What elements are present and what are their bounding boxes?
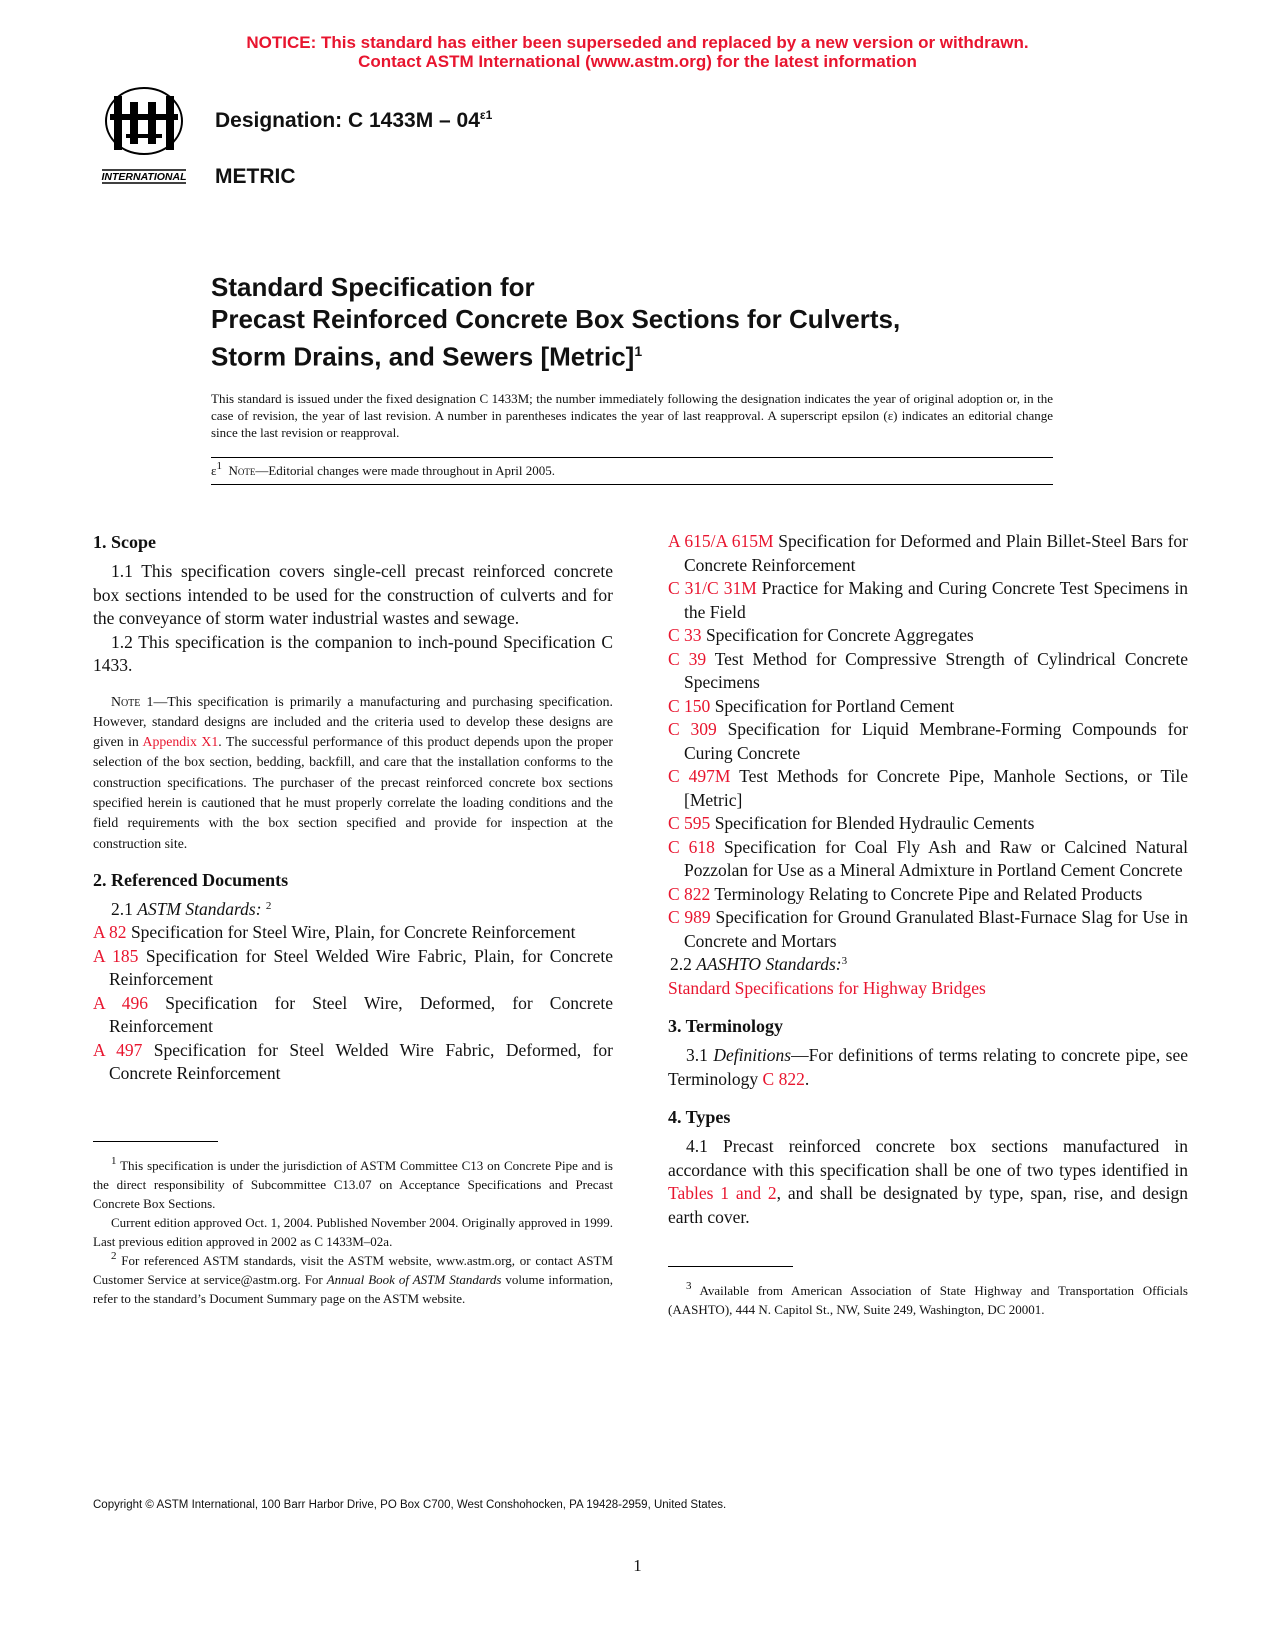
reference-item: C 822 Terminology Relating to Concrete Pipe and Related Products: [668, 883, 1143, 904]
reference-item: A 496 Specification for Steel Wire, Deformed, for Concrete Reinforcement: [93, 992, 613, 1037]
aashto-link[interactable]: Standard Specifications for Highway Bridges: [668, 977, 986, 998]
notice-banner: [0, 33, 1275, 71]
reference-item: A 497 Specification for Steel Welded Wire Fabric, Deformed, for Concrete Reinforcement: [93, 1039, 613, 1084]
divider: [211, 457, 1053, 458]
reference-link[interactable]: C 33: [668, 625, 702, 645]
reference-link[interactable]: C 822: [668, 883, 711, 904]
reference-link[interactable]: A 497: [93, 1039, 143, 1060]
footnotes-right: [668, 1266, 1188, 1319]
reference-link[interactable]: C 31/C 31M: [668, 578, 757, 598]
document-title: [211, 271, 1171, 373]
metric-label: METRIC: [215, 165, 296, 188]
designation: [215, 108, 492, 133]
reference-link[interactable]: A 615/A 615M: [668, 531, 774, 551]
footnote-3: $^3$ Available from American Association of State Highway and Transportation Officials (AASHTO), 444 N. Capitol St., NW, Suite 249, Washington, DC 20001.: [668, 1280, 1188, 1317]
note-1: Note 1—This specification is primarily a manufacturing and purchasing specification. However, standard designs are included and the criteria used to develop these designs are given in Appendix X1. The successful performance of this product depends upon the proper selection of the box section, bedding, backfill, and care that the installation conforms to the construction specifications. The purchaser of the precast reinforced concrete box sections specified herein is cautioned that he must properly correlate the loading conditions and the field requirements with the box section specified and provide for inspection at the construction site.: [93, 693, 613, 851]
footnote-1: $^1$ This specification is under the jurisdiction of ASTM Committee C13 on Concrete Pipe and is the direct responsibility of Subcommittee C13.07 on Acceptance Specifications and Precast Concrete Box Sections.: [93, 1155, 613, 1211]
reference-link[interactable]: C 595: [668, 813, 711, 833]
reference-link[interactable]: C 309: [668, 719, 717, 739]
footnote-1-approval: Current edition approved Oct. 1, 2004. Published November 2004. Originally approved in 1999. Last previous edition approved in 2002 as C 1433M–02a.: [93, 1215, 613, 1249]
reference-item: A 615/A 615M Specification for Deformed and Plain Billet-Steel Bars for Concrete Reinforcement: [668, 531, 1188, 575]
section-heading-scope: 1. Scope: [93, 532, 156, 552]
reference-item: C 497M Test Methods for Concrete Pipe, Manhole Sections, or Tile [Metric]: [668, 766, 1189, 810]
reference-link[interactable]: C 39: [668, 648, 707, 669]
footnotes-left: [93, 1141, 613, 1308]
footnote-2: $^2$ For referenced ASTM standards, visit the ASTM website, www.astm.org, or contact ASTM Customer Service at service@astm.org. For Annual Book of ASTM Standards volume information, refer to the standard’s Document Summary page on the ASTM website.: [93, 1250, 614, 1306]
reference-link[interactable]: C 989: [668, 907, 711, 927]
notice-line-2: Contact ASTM International (www.astm.org) for the latest information: [358, 52, 917, 71]
reference-link[interactable]: C 618: [668, 836, 715, 857]
notice-line-1: NOTICE: This standard has either been superseded and replaced by a new version or withdrawn.: [246, 33, 1029, 52]
astm-logo: [92, 84, 196, 186]
reference-item: C 39 Test Method for Compressive Strength of Cylindrical Concrete Specimens: [668, 648, 1188, 692]
designation-sup: ε1: [479, 108, 493, 122]
title-line-1: Standard Specification for: [211, 272, 535, 302]
reference-link[interactable]: A 496: [93, 992, 149, 1013]
page-number: 1: [633, 1556, 642, 1575]
reference-item: C 33 Specification for Concrete Aggregates: [668, 625, 974, 645]
astm-logo-icon: [92, 84, 196, 186]
aashto-standards-subheading: 2.2 AASHTO Standards:$^3$: [670, 954, 848, 974]
copyright: Copyright © ASTM International, 100 Barr Harbor Drive, PO Box C700, West Conshohocken, PA 19428-2959, United States.: [93, 1499, 727, 1511]
editorial-note: $\varepsilon^1$ Note—Editorial changes were made throughout in April 2005.: [211, 460, 556, 478]
tables-link[interactable]: Tables 1 and 2: [668, 1183, 777, 1203]
reference-item: A 185 Specification for Steel Welded Wire Fabric, Plain, for Concrete Reinforcement: [93, 945, 613, 990]
appendix-x1-link[interactable]: Appendix X1: [142, 734, 219, 750]
title-line-2: Precast Reinforced Concrete Box Sections for Culverts,: [211, 304, 901, 334]
reference-item: C 989 Specification for Ground Granulated Blast-Furnace Slag for Use in Concrete and Mortars: [668, 907, 1188, 951]
reference-item: C 618 Specification for Coal Fly Ash and Raw or Calcined Natural Pozzolan for Use as a Mineral Admixture in Portland Cement Concrete: [668, 836, 1188, 880]
paragraph-1-2: 1.2 This specification is the companion to inch-pound Specification C 1433.: [93, 631, 613, 675]
section-heading-refdocs: 2. Referenced Documents: [93, 869, 289, 890]
title-sup: 1: [634, 343, 643, 359]
title-line-3: Storm Drains, and Sewers [Metric]$^1$: [211, 341, 643, 372]
section-heading-terminology: 3. Terminology: [668, 1016, 784, 1036]
paragraph-1-1: 1.1 This specification covers single-cell precast reinforced concrete box sections intended to be used for the construction of culverts and for the conveyance of storm water industrial wastes and sewage.: [93, 561, 613, 628]
c822-link[interactable]: C 822: [762, 1068, 805, 1089]
reference-item: A 82 Specification for Steel Wire, Plain, for Concrete Reinforcement: [93, 922, 576, 943]
reference-link[interactable]: C 497M: [668, 766, 731, 786]
reference-item: C 595 Specification for Blended Hydraulic Cements: [668, 813, 1035, 833]
issued-statement: This standard is issued under the fixed designation C 1433M; the number immediately following the designation indicates the year of original adoption or, in the case of revision, the year of last revision. A number in parentheses indicates the year of last reapproval. A superscript epsilon (ε) indicates an editorial change since the last revision or reapproval.: [211, 391, 1053, 440]
reference-item: C 31/C 31M Practice for Making and Curing Concrete Test Specimens in the Field: [668, 578, 1188, 622]
reference-link[interactable]: A 185: [93, 945, 139, 966]
designation-label: Designation: C 1433M – 04: [215, 109, 480, 132]
reference-item: C 309 Specification for Liquid Membrane-Forming Compounds for Curing Concrete: [668, 719, 1188, 763]
aashto-reference: [668, 977, 1188, 1001]
paragraph-4-1: 4.1 Precast reinforced concrete box sections manufactured in accordance with this specification shall be one of two types identified in Tables 1 and 2, and shall be designated by type, span, rise, and design earth cover.: [668, 1136, 1188, 1227]
reference-link[interactable]: A 82: [93, 922, 127, 943]
astm-standards-subheading: 2.1 ASTM Standards: $^2$: [111, 898, 272, 919]
section-heading-types: 4. Types: [668, 1107, 731, 1127]
reference-item: C 150 Specification for Portland Cement: [668, 695, 955, 716]
reference-link[interactable]: C 150: [668, 695, 711, 716]
divider: [211, 484, 1053, 485]
left-column: [93, 530, 613, 1086]
right-column: [668, 530, 1188, 1229]
logo-text: INTERNATIONAL: [101, 171, 187, 183]
paragraph-3-1: 3.1 Definitions—For definitions of terms relating to concrete pipe, see Terminology C 822.: [668, 1045, 1188, 1089]
